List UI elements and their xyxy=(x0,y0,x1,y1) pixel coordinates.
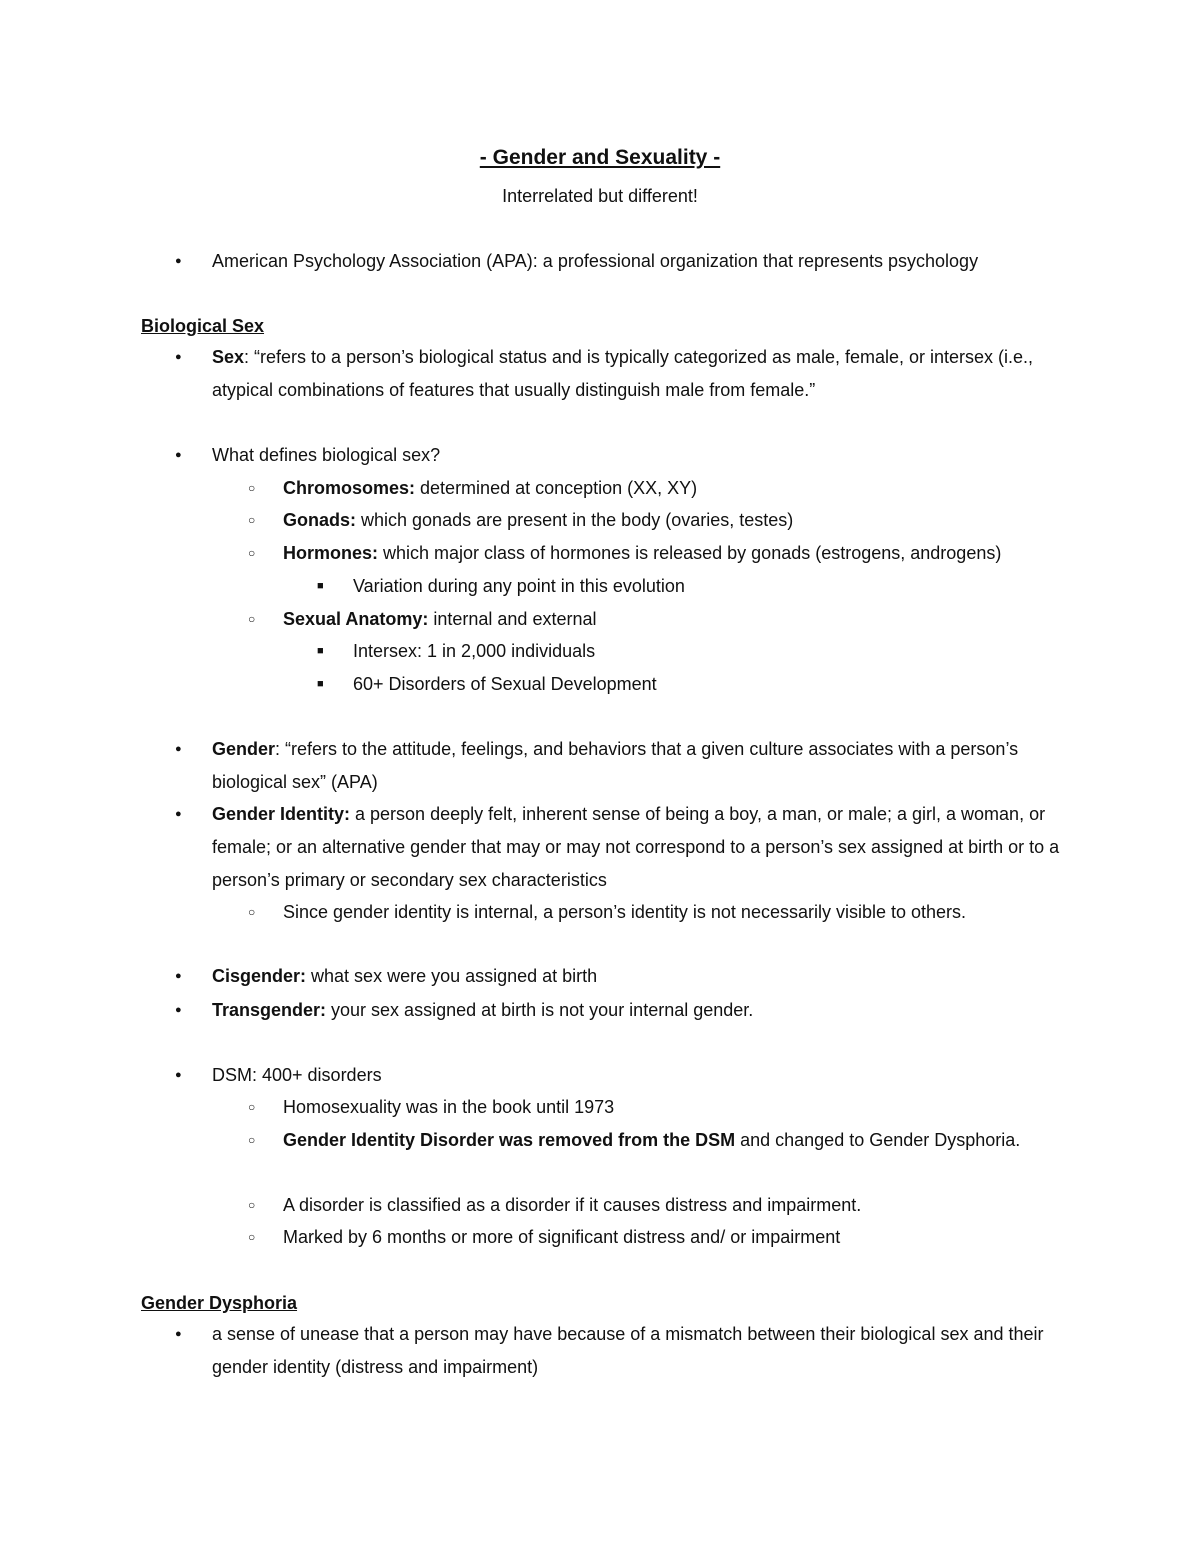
dysphoria-definition: a sense of unease that a person may have because of a mismatch between their biological sex and their gender identity (distress and impairment) xyxy=(212,1324,1044,1377)
defines-question: What defines biological sex? xyxy=(212,445,441,465)
bullet-circle-icon: ○ xyxy=(248,612,256,626)
list-item-classified xyxy=(248,1189,1063,1222)
disorders-text: 60+ Disorders of Sexual Development xyxy=(353,674,657,694)
section-heading-biological-sex: Biological Sex xyxy=(141,316,265,336)
list-item-disorders xyxy=(317,668,1053,701)
term-anatomy: Sexual Anatomy: xyxy=(283,609,429,629)
list-item-gender-identity xyxy=(175,798,1062,897)
bullet-circle-icon: ○ xyxy=(248,1133,256,1147)
definition-chromosomes: determined at conception (XX, XY) xyxy=(415,478,698,498)
section-heading-gender-dysphoria: Gender Dysphoria xyxy=(141,1293,298,1313)
identity-internal-text: Since gender identity is internal, a person’s identity is not necessarily visible to others. xyxy=(283,902,967,922)
intersex-text: Intersex: 1 in 2,000 individuals xyxy=(353,641,596,661)
term-sex: Sex xyxy=(212,347,245,367)
list-item-identity-internal xyxy=(248,896,1063,929)
definition-gender: : “refers to the attitude, feelings, and behaviors that a given culture associates with a person’s biological sex” (APA) xyxy=(212,739,1019,792)
list-item-defines xyxy=(175,439,1062,472)
definition-hormones: which major class of hormones is released by gonads (estrogens, androgens) xyxy=(378,543,1002,563)
apa-text: American Psychology Association (APA): a professional organization that represents psychology xyxy=(212,251,979,271)
term-transgender: Transgender: xyxy=(212,1000,327,1020)
bullet-circle-icon: ○ xyxy=(248,1100,256,1114)
bullet-square-icon: ■ xyxy=(317,678,324,690)
bullet-disc-icon: ● xyxy=(175,808,182,820)
document-subtitle: Interrelated but different! xyxy=(502,186,698,206)
definition-transgender: your sex assigned at birth is not your internal gender. xyxy=(326,1000,754,1020)
bullet-disc-icon: ● xyxy=(175,1328,182,1340)
definition-sex: : “refers to a person’s biological status and is typically categorized as male, female, or intersex (i.e., atypical combinations of features that usually distinguish male from female.” xyxy=(212,347,1034,400)
list-item-variation xyxy=(317,570,1053,603)
definition-gender-identity: a person deeply felt, inherent sense of being a boy, a man, or male; a girl, a woman, or female; or an alternative gender that may or may not correspond to a person’s sex assigned at birth or to a person’s primary or secondary sex characteristics xyxy=(212,804,1060,890)
list-item-transgender xyxy=(175,994,1062,1027)
bullet-square-icon: ■ xyxy=(317,645,324,657)
list-item-anatomy xyxy=(248,603,1063,636)
list-item-sex xyxy=(175,341,1062,407)
term-chromosomes: Chromosomes: xyxy=(283,478,416,498)
bullet-circle-icon: ○ xyxy=(248,546,256,560)
gid-bold-text: Gender Identity Disorder was removed from the DSM xyxy=(283,1130,736,1150)
term-hormones: Hormones: xyxy=(283,543,379,563)
bullet-square-icon: ■ xyxy=(317,580,324,592)
gid-rest-text: and changed to Gender Dysphoria. xyxy=(735,1130,1021,1150)
list-item-hormones xyxy=(248,537,1063,570)
definition-cisgender: what sex were you assigned at birth xyxy=(306,966,598,986)
homosexuality-text: Homosexuality was in the book until 1973 xyxy=(283,1097,615,1117)
dsm-text: DSM: 400+ disorders xyxy=(212,1065,382,1085)
bullet-disc-icon: ● xyxy=(175,1069,182,1081)
bullet-disc-icon: ● xyxy=(175,1004,182,1016)
term-gonads: Gonads: xyxy=(283,510,357,530)
list-item-intersex xyxy=(317,635,1053,668)
list-item-dysphoria xyxy=(175,1318,1062,1384)
list-item-apa xyxy=(175,245,1062,278)
list-item-marked xyxy=(248,1221,1063,1254)
list-item-chromosomes xyxy=(248,472,1063,505)
bullet-disc-icon: ● xyxy=(175,743,182,755)
list-item-gid xyxy=(248,1124,1063,1157)
bullet-circle-icon: ○ xyxy=(248,481,256,495)
list-item-cisgender xyxy=(175,960,1062,993)
bullet-disc-icon: ● xyxy=(175,255,182,267)
list-item-homosexuality xyxy=(248,1091,1063,1124)
term-gender: Gender xyxy=(212,739,276,759)
bullet-circle-icon: ○ xyxy=(248,1198,256,1212)
bullet-disc-icon: ● xyxy=(175,351,182,363)
list-item-gender xyxy=(175,733,1062,799)
term-cisgender: Cisgender: xyxy=(212,966,307,986)
bullet-circle-icon: ○ xyxy=(248,513,256,527)
document-title: - Gender and Sexuality - xyxy=(479,146,721,169)
bullet-disc-icon: ● xyxy=(175,449,182,461)
bullet-disc-icon: ● xyxy=(175,970,182,982)
bullet-circle-icon: ○ xyxy=(248,1230,256,1244)
variation-text: Variation during any point in this evolution xyxy=(353,576,685,596)
list-item-dsm xyxy=(175,1059,1062,1092)
list-item-gonads xyxy=(248,504,1063,537)
definition-gonads: which gonads are present in the body (ovaries, testes) xyxy=(356,510,794,530)
definition-anatomy: internal and external xyxy=(428,609,597,629)
marked-text: Marked by 6 months or more of significant distress and/ or impairment xyxy=(283,1227,841,1247)
bullet-circle-icon: ○ xyxy=(248,905,256,919)
classified-text: A disorder is classified as a disorder if it causes distress and impairment. xyxy=(283,1195,862,1215)
term-gender-identity: Gender Identity: xyxy=(212,804,351,824)
